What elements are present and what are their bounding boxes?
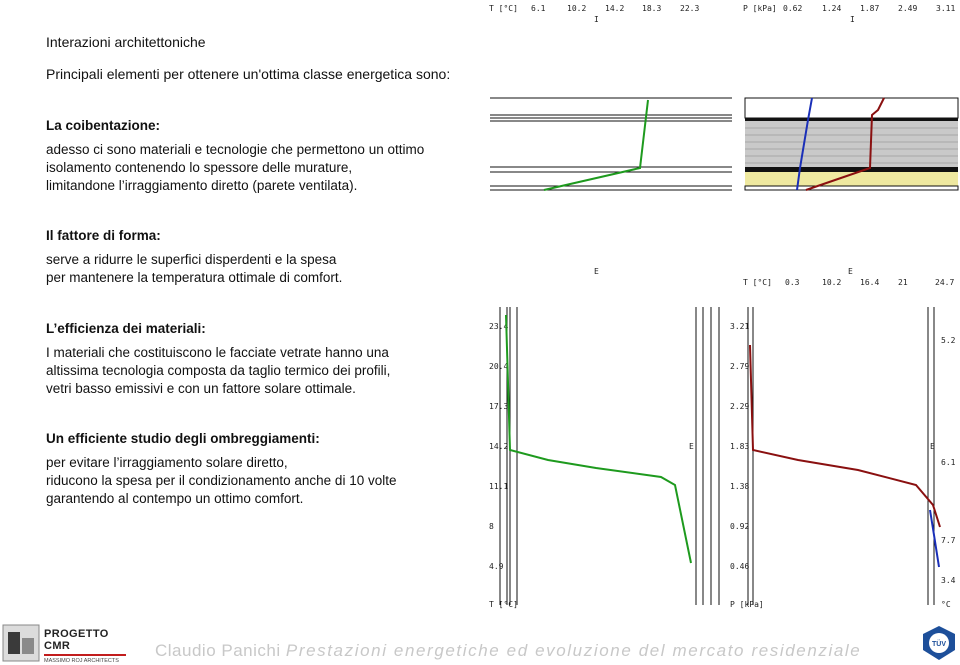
section-heading: Un efficiente studio degli ombreggiamenti: (46, 431, 320, 446)
diagram-tick: 3.11 (936, 4, 956, 13)
diagram-tick: 1.38 (730, 482, 750, 491)
diagram-marker-e: E (930, 442, 935, 451)
diagram-marker-i: I (850, 15, 855, 24)
diagram-tick: 1.87 (860, 4, 880, 13)
wall-pressure-diagram (738, 0, 960, 295)
diagram-tick: 23.4 (489, 322, 509, 331)
footer-subtitle: Prestazioni energetiche ed evoluzione del mercato residenziale (285, 641, 862, 660)
diagram-axis-label: P [kPa] (743, 4, 777, 13)
section-heading: L’efficienza dei materiali: (46, 321, 206, 336)
layer-lines (490, 98, 732, 190)
logo-name: PROGETTO CMR (44, 628, 109, 652)
temperature-profile-line (544, 100, 648, 190)
diagram-tick: 2.29 (730, 402, 750, 411)
section-line: I materiali che costituiscono le facciate vetrate hanno una (46, 345, 389, 360)
glazing-pressure-diagram (730, 305, 960, 617)
cmr-logo (44, 628, 126, 664)
diagram-tick: 6.1 (941, 458, 956, 467)
wall-layer (745, 118, 958, 121)
section-line: limitandone l’irraggiamento diretto (parete ventilata). (46, 178, 358, 193)
diagram-axis-label: P [kPa] (730, 600, 764, 609)
section-line: isolamento contenendo lo spessore delle murature, (46, 160, 353, 175)
intro-text: Principali elementi per ottenere un'ottima classe energetica sono: (46, 66, 451, 82)
footer-caption (155, 641, 861, 661)
diagram-tick: 5.2 (941, 336, 956, 345)
glazing-temperature-diagram (486, 305, 736, 617)
saturation-pressure-line (750, 345, 940, 527)
section-line: serve a ridurre le superfici disperdenti e la spesa (46, 252, 337, 267)
diagram-tick: 3.21 (730, 322, 750, 331)
section-heading: Il fattore di forma: (46, 228, 161, 243)
diagram-tick: 24.7 (935, 278, 955, 287)
diagram-tick: 20.4 (489, 362, 509, 371)
diagram-tick: 17.3 (489, 402, 509, 411)
diagram-tick: 2.79 (730, 362, 750, 371)
wall-layer (745, 186, 958, 190)
diagram-tick: 21 (898, 278, 908, 287)
logo-sub: MASSIMO ROJ ARCHITECTS (44, 658, 119, 664)
diagram-tick: 14.2 (605, 4, 625, 13)
page-title: Interazioni architettoniche (46, 34, 206, 50)
logo-rule (44, 654, 126, 656)
section-line: riducono la spesa per il condizionamento anche di 10 volte (46, 473, 397, 488)
diagram-axis-label: T [°C] (489, 600, 518, 609)
diagram-tick: 6.1 (531, 4, 546, 13)
section-line: altissima tecnologia composta da taglio termico dei profili, (46, 363, 391, 378)
diagram-tick: 1.83 (730, 442, 750, 451)
diagram-tick: 0.62 (783, 4, 803, 13)
section-line: adesso ci sono materiali e tecnologie che permettono un ottimo (46, 142, 425, 157)
section-ombreggiamenti (46, 430, 466, 508)
diagram-axis-label-right: °C (941, 600, 951, 609)
section-fattore-forma (46, 227, 466, 287)
section-heading: La coibentazione: (46, 118, 161, 133)
wall-temperature-diagram (486, 0, 736, 295)
cmr-logo-mark (2, 624, 40, 662)
diagram-tick: 14.2 (489, 442, 509, 451)
diagram-axis-label: T [°C] (743, 278, 772, 287)
diagram-tick: 2.49 (898, 4, 918, 13)
diagram-tick: 8 (489, 522, 494, 531)
diagram-tick: 4.9 (489, 562, 504, 571)
diagram-tick: 11.1 (489, 482, 509, 491)
section-efficienza (46, 320, 466, 398)
temperature-profile-line (506, 315, 691, 563)
diagram-tick: 10.2 (567, 4, 587, 13)
diagram-marker-e: E (689, 442, 694, 451)
diagram-tick: 0.92 (730, 522, 750, 531)
section-line: per mantenere la temperatura ottimale di comfort. (46, 270, 343, 285)
wall-layer (745, 98, 958, 118)
diagram-tick: 3.4 (941, 576, 956, 585)
diagram-tick: 10.2 (822, 278, 842, 287)
diagram-tick: 1.24 (822, 4, 842, 13)
diagram-marker-e: E (594, 267, 599, 276)
diagram-marker-e: E (848, 267, 853, 276)
diagram-tick: 0.46 (730, 562, 750, 571)
tuv-logo (921, 624, 957, 662)
section-coibentazione (46, 117, 466, 195)
diagram-tick: 18.3 (642, 4, 662, 13)
diagram-tick: 22.3 (680, 4, 700, 13)
tuv-text: TÜV (932, 641, 946, 648)
section-line: per evitare l’irraggiamento solare diretto, (46, 455, 288, 470)
wall-layer (745, 167, 958, 172)
section-line: vetri basso emissivi e con un fattore solare ottimale. (46, 381, 356, 396)
diagram-tick: 0.3 (785, 278, 800, 287)
diagram-tick: 16.4 (860, 278, 880, 287)
diagram-axis-label: T [°C] (489, 4, 518, 13)
footer-author: Claudio Panichi (155, 641, 281, 660)
diagram-marker-i: I (594, 15, 599, 24)
section-line: garantendo al contempo un ottimo comfort. (46, 491, 304, 506)
diagram-tick: 7.7 (941, 536, 956, 545)
